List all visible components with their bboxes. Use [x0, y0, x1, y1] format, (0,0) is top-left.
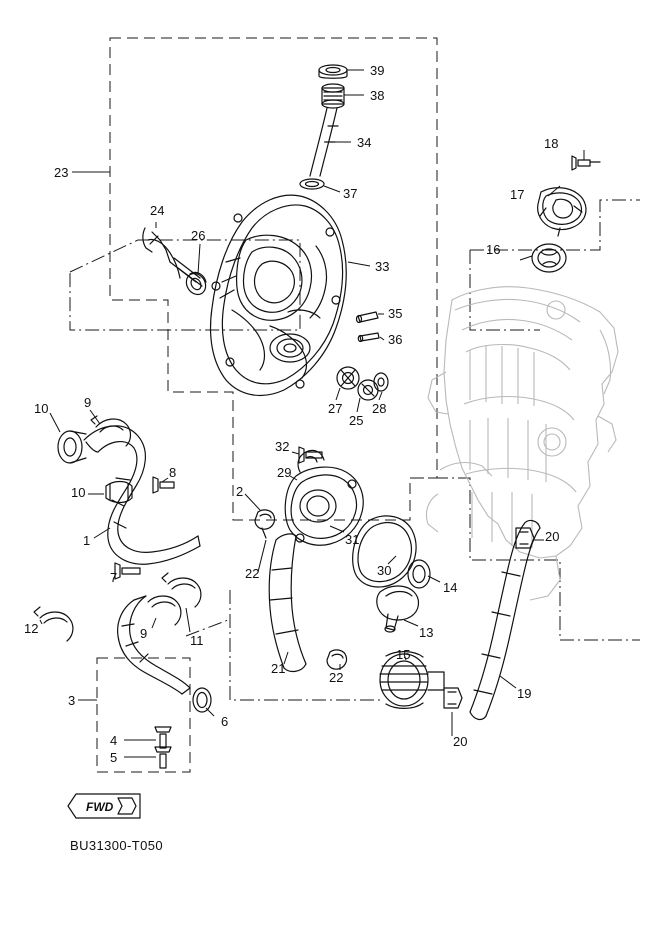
diagram-part-code: BU31300-T050	[70, 838, 163, 853]
callout-19: 19	[517, 686, 532, 701]
callout-3: 3	[68, 693, 76, 708]
callout-22-lower: 22	[329, 670, 344, 685]
callout-32: 32	[275, 439, 290, 454]
callout-8: 8	[169, 465, 177, 480]
callout-4: 4	[110, 733, 118, 748]
callout-35: 35	[388, 306, 403, 321]
callout-27: 27	[328, 401, 343, 416]
callout-31: 31	[345, 532, 360, 547]
callout-2: 2	[236, 484, 244, 499]
callout-30: 30	[377, 563, 392, 578]
callout-17: 17	[510, 187, 525, 202]
callout-22-upper: 22	[245, 566, 260, 581]
callout-39: 39	[370, 63, 385, 78]
callout-13: 13	[419, 625, 434, 640]
callout-9-upper: 9	[84, 395, 92, 410]
callout-18: 18	[544, 136, 559, 151]
callout-14: 14	[443, 580, 458, 595]
fwd-direction-label: FWD	[86, 800, 114, 814]
callout-20-upper: 20	[545, 529, 560, 544]
callout-34: 34	[357, 135, 372, 150]
callout-20-lower: 20	[453, 734, 468, 749]
callout-1: 1	[83, 533, 91, 548]
callout-38: 38	[370, 88, 385, 103]
callout-5: 5	[110, 750, 118, 765]
callout-26: 26	[191, 228, 206, 243]
callout-7: 7	[110, 570, 118, 585]
callout-10-lower: 10	[71, 485, 86, 500]
callout-9-lower: 9	[140, 626, 148, 641]
callout-33: 33	[375, 259, 390, 274]
callout-21: 21	[271, 661, 286, 676]
callout-23: 23	[54, 165, 69, 180]
callout-12: 12	[24, 621, 39, 636]
callout-24: 24	[150, 203, 165, 218]
callout-10-upper: 10	[34, 401, 49, 416]
callout-15: 15	[396, 647, 411, 662]
callout-6: 6	[221, 714, 229, 729]
callout-28: 28	[372, 401, 387, 416]
callout-25: 25	[349, 413, 364, 428]
callout-36: 36	[388, 332, 403, 347]
callout-37: 37	[343, 186, 358, 201]
callout-16: 16	[486, 242, 501, 257]
callout-29: 29	[277, 465, 292, 480]
callout-11: 11	[190, 633, 204, 648]
